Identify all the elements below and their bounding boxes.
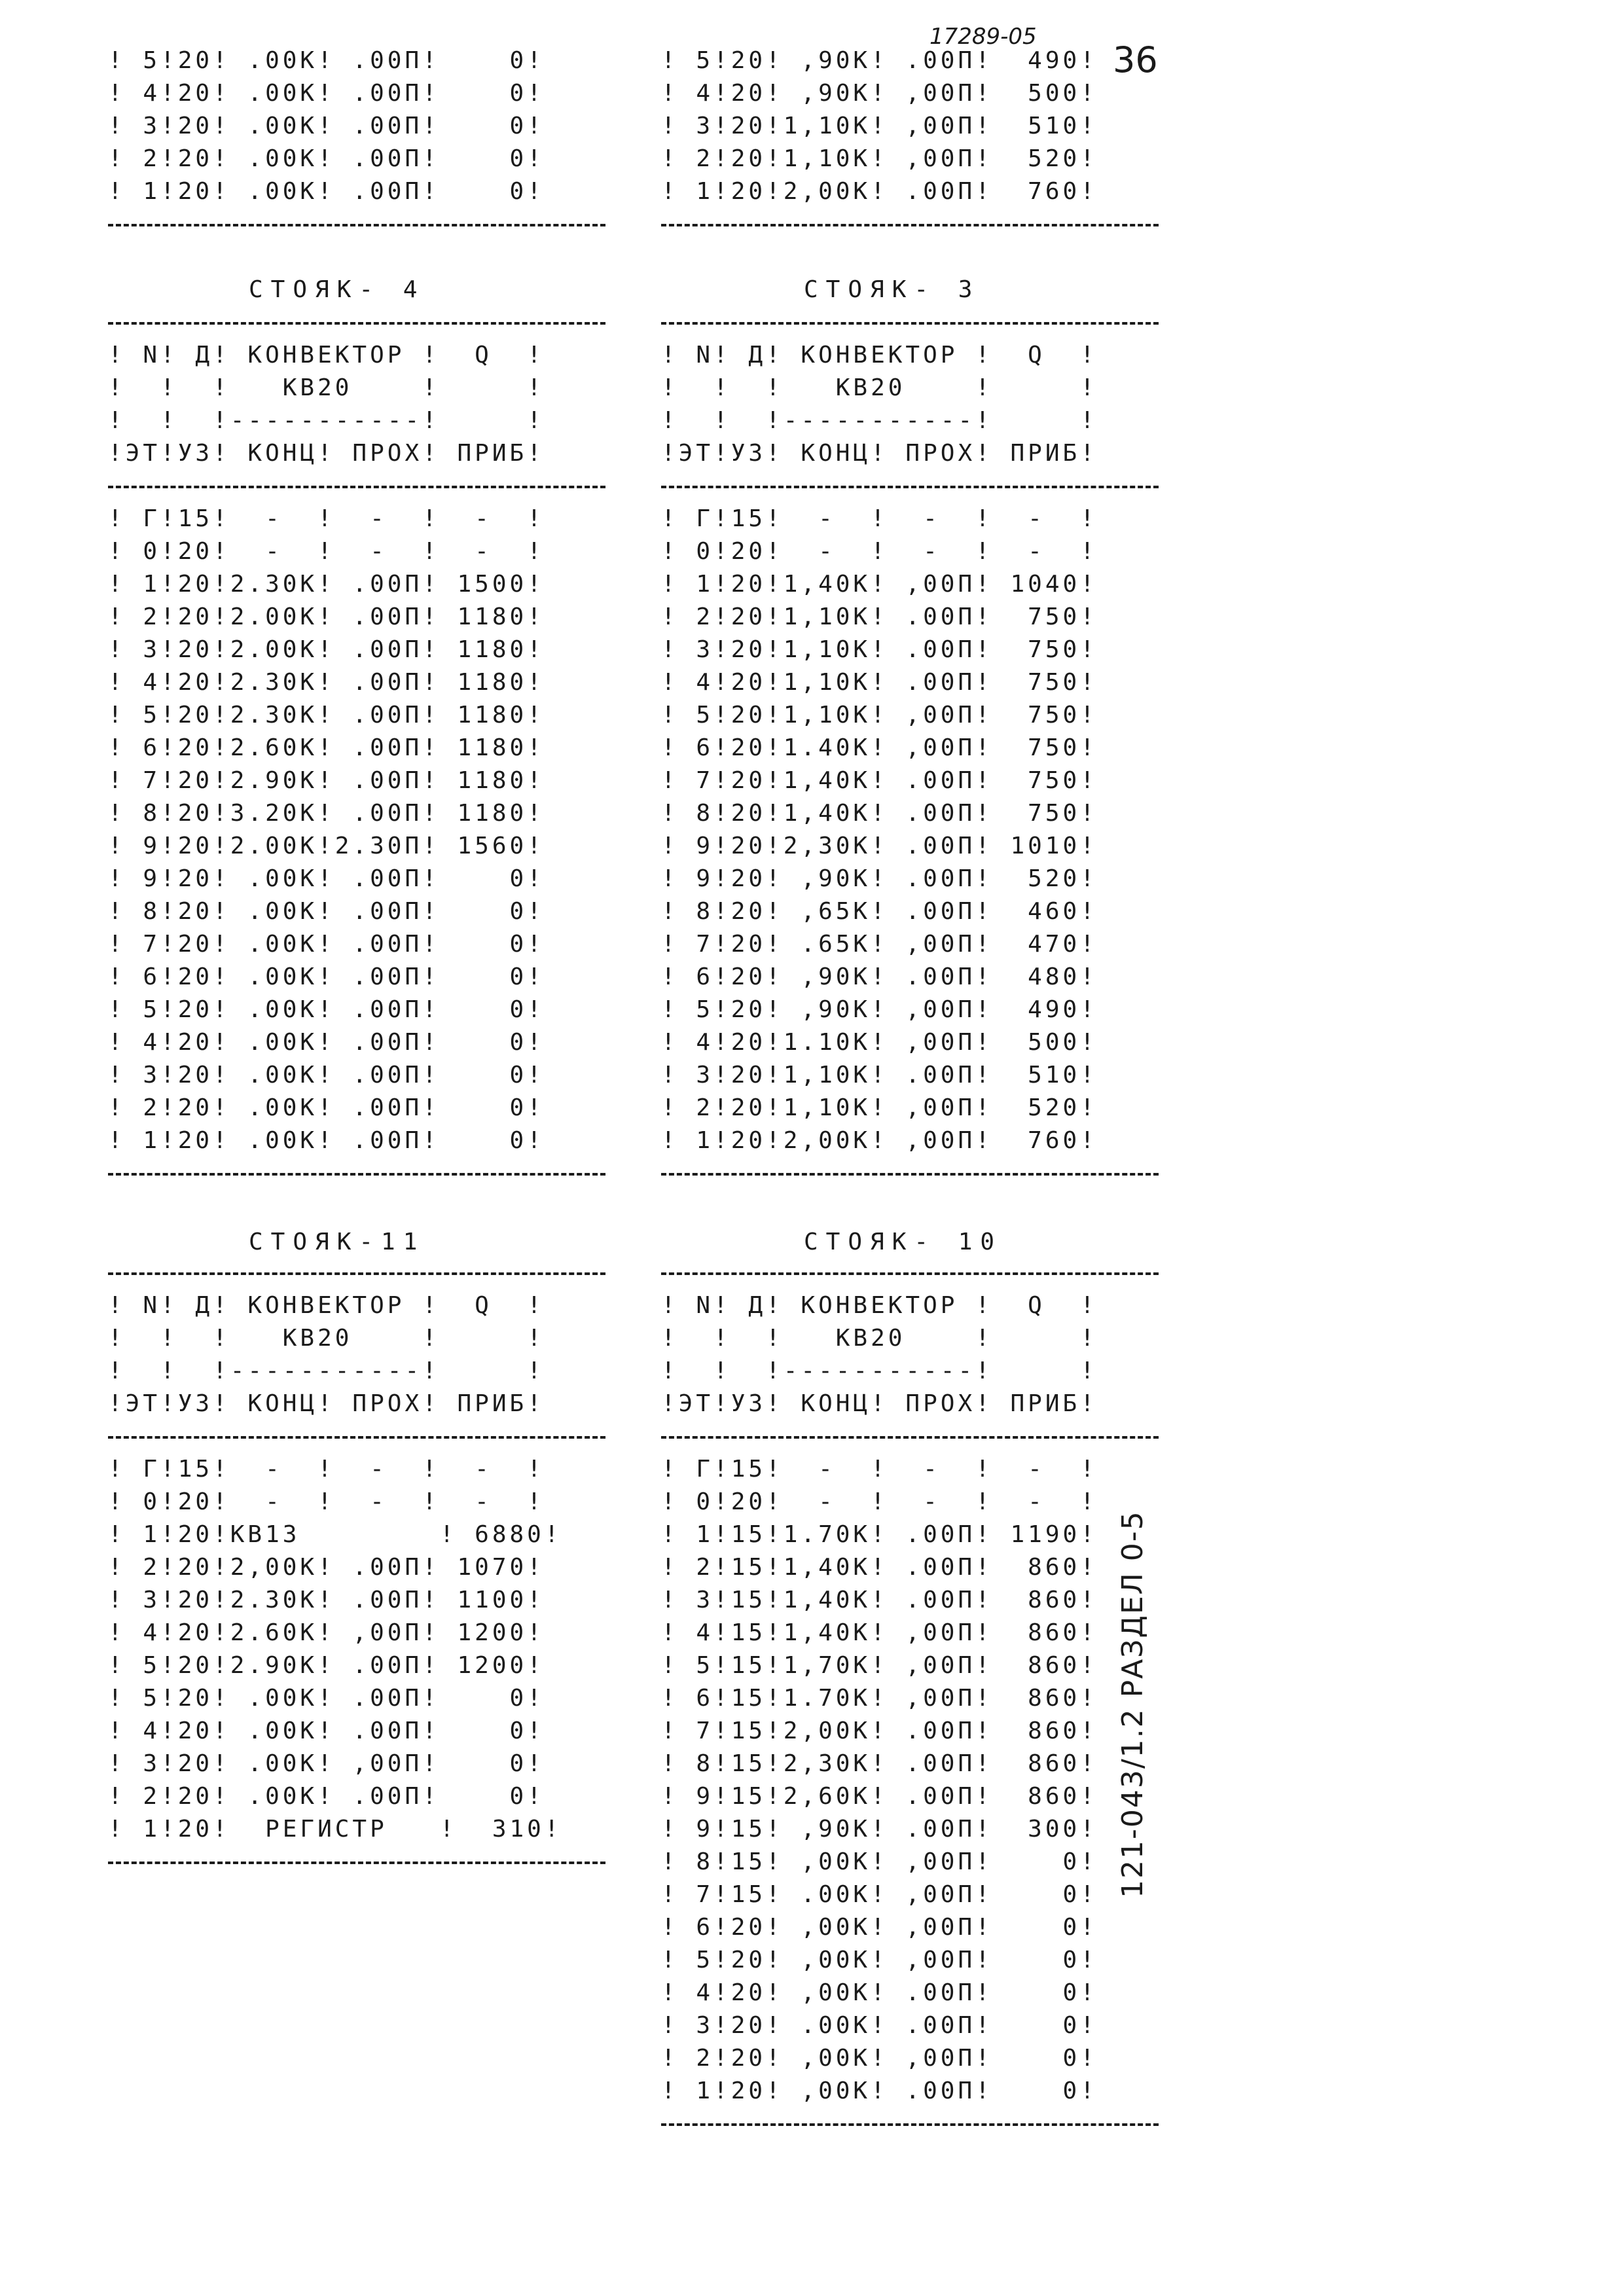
page-number: 36 [1113,39,1158,81]
table-header-row: ! ! !-----------! ! [108,1358,545,1384]
table-row: ! 7!20! .00K! .00П! 0! [108,931,545,958]
table-row: ! 2!20! .00K! .00П! 0! [108,1783,545,1810]
table-row: ! 1!20! ,00K! .00П! 0! [661,2078,1098,2104]
table-row: ! 1!15!1.70K! .00П! 1190! [661,1521,1098,1548]
table-row: ! 3!20! .00K! ,00П! 0! [108,1750,545,1777]
table-row: ! Г!15! - ! - ! - ! [661,505,1098,532]
stoyak-3-table [661,306,1098,1190]
table-row: ! 3!20!1,10K! .00П! 510! [661,1062,1098,1089]
table-row: ! 9!20! ,90K! .00П! 520! [661,865,1098,892]
table-row: ! 3!20!1,10K! ,00П! 510! [661,113,1098,139]
table-row: ! 5!20! .00K! .00П! 0! [108,47,545,74]
table-row: ! 5!20! ,90K! ,00П! 490! [661,996,1098,1023]
table-header-row: !ЭТ!УЗ! КОНЦ! ПРОХ! ПРИБ! [108,1390,545,1417]
table-row: ! 1!20! .00K! .00П! 0! [108,1127,545,1154]
table-row: ! 0!20! - ! - ! - ! [108,538,545,565]
table-row: ! 9!20!2,30K! .00П! 1010! [661,833,1098,859]
top-left-table [108,45,545,241]
table-divider [108,1157,545,1190]
table-row: ! 6!20!1.40K! ,00П! 750! [661,734,1098,761]
table-row: ! 8!20! ,65K! .00П! 460! [661,898,1098,925]
table-row: ! 3!15!1,40K! .00П! 860! [661,1587,1098,1613]
table-row: ! 5!20! ,00K! ,00П! 0! [661,1947,1098,1973]
table-row: ! 5!20!2.30K! .00П! 1180! [108,702,545,729]
table-row: ! 4!15!1,40K! ,00П! 860! [661,1619,1098,1646]
stoyak-4-title: СТОЯК- 4 [249,276,425,303]
side-stamp: 121-043/1.2 РАЗДЕЛ 0-5 [1116,1510,1149,1898]
table-header-row: ! ! !-----------! ! [661,407,1098,434]
table-divider [108,306,545,339]
table-divider [661,470,1098,503]
table-divider [661,2108,1098,2140]
stoyak-11-table [108,1257,562,1879]
table-row: ! 5!20! ,90K! .00П! 490! [661,47,1098,74]
stoyak-10-table [661,1257,1098,2140]
table-divider [661,1420,1098,1453]
table-row: ! 6!20! .00K! .00П! 0! [108,963,545,990]
table-row: ! 3!20!1,10K! .00П! 750! [661,636,1098,663]
table-header-row: ! N! Д! КОНВЕКТОР ! Q ! [661,1292,1098,1319]
table-header-row: ! ! ! КВ20 ! ! [661,1325,1098,1352]
table-row: ! 3!20!2.00K! .00П! 1180! [108,636,545,663]
table-row: ! 2!20!1,10K! .00П! 750! [661,603,1098,630]
table-row: ! 2!20!2,00K! .00П! 1070! [108,1554,545,1581]
table-divider [108,470,545,503]
table-row: ! 5!20!1,10K! ,00П! 750! [661,702,1098,729]
table-row: ! 7!20!2.90K! .00П! 1180! [108,767,545,794]
table-row: ! 6!20!2.60K! .00П! 1180! [108,734,545,761]
table-row: ! 8!20!3.20K! .00П! 1180! [108,800,545,827]
table-row: ! 7!15! .00K! ,00П! 0! [661,1881,1098,1908]
table-row: ! 9!15!2,60K! .00П! 860! [661,1783,1098,1810]
table-divider [661,1257,1098,1289]
table-row: ! 7!20!1,40K! .00П! 750! [661,767,1098,794]
table-row: ! 3!20! .00K! .00П! 0! [661,2012,1098,2039]
table-row: ! 8!20! .00K! .00П! 0! [108,898,545,925]
table-row: ! 3!20!2.30K! .00П! 1100! [108,1587,545,1613]
table-header-row: !ЭТ!УЗ! КОНЦ! ПРОХ! ПРИБ! [661,440,1098,467]
table-row: ! 3!20! .00K! .00П! 0! [108,1062,545,1089]
stoyak-3-title: СТОЯК- 3 [804,276,981,303]
table-row: ! 4!20! .00K! .00П! 0! [108,80,545,107]
table-row: ! Г!15! - ! - ! - ! [108,1456,545,1483]
table-row: ! 1!20!2.30K! .00П! 1500! [108,571,545,598]
table-row: ! 1!20!1,40K! ,00П! 1040! [661,571,1098,598]
table-row: ! 7!15!2,00K! .00П! 860! [661,1718,1098,1744]
table-divider [108,1257,562,1289]
stoyak-10-title: СТОЯК- 10 [804,1229,1003,1255]
table-row: ! 5!15!1,70K! ,00П! 860! [661,1652,1098,1679]
table-row: ! 5!20!2.90K! .00П! 1200! [108,1652,545,1679]
table-header-row: !ЭТ!УЗ! КОНЦ! ПРОХ! ПРИБ! [108,440,545,467]
table-row: ! 2!15!1,40K! .00П! 860! [661,1554,1098,1581]
table-row: ! 4!20!2.30K! .00П! 1180! [108,669,545,696]
top-right-table [661,45,1098,241]
table-row: ! 4!20! .00K! .00П! 0! [108,1718,545,1744]
table-row: ! 8!15!2,30K! .00П! 860! [661,1750,1098,1777]
table-row: ! 1!20!КВ13 ! 6880! [108,1521,562,1548]
table-row: ! 2!20!2.00K! .00П! 1180! [108,603,545,630]
table-header-row: ! N! Д! КОНВЕКТОР ! Q ! [108,342,545,369]
table-header-row: ! ! !-----------! ! [108,407,545,434]
table-row: ! 1!20! РЕГИСТР ! 310! [108,1816,562,1843]
table-row: ! 0!20! - ! - ! - ! [661,538,1098,565]
table-row: ! 4!20! ,90K! ,00П! 500! [661,80,1098,107]
table-row: ! 1!20!2,00K! .00П! 760! [661,178,1098,205]
document-code: 17289-05 [929,24,1037,50]
stoyak-11-title: СТОЯК-11 [249,1229,425,1255]
table-row: ! 4!20!1.10K! ,00П! 500! [661,1029,1098,1056]
table-row: ! 5!20! .00K! .00П! 0! [108,1685,545,1712]
table-row: ! 2!20!1,10K! ,00П! 520! [661,1094,1098,1121]
table-header-row: ! ! ! КВ20 ! ! [108,374,545,401]
table-row: ! 8!15! ,00K! ,00П! 0! [661,1848,1098,1875]
table-divider [108,208,545,241]
stoyak-4-table [108,306,545,1190]
table-row: ! 6!20! ,00K! ,00П! 0! [661,1914,1098,1941]
table-divider [108,1420,562,1453]
table-row: ! 4!20!1,10K! .00П! 750! [661,669,1098,696]
table-row: ! 9!20! .00K! .00П! 0! [108,865,545,892]
table-row: ! 2!20! ,00K! ,00П! 0! [661,2045,1098,2072]
table-divider [661,306,1098,339]
table-row: ! 0!20! - ! - ! - ! [661,1488,1098,1515]
table-row: ! 4!20! .00K! .00П! 0! [108,1029,545,1056]
table-row: ! 2!20!1,10K! ,00П! 520! [661,145,1098,172]
table-row: ! 3!20! .00K! .00П! 0! [108,113,545,139]
table-header-row: !ЭТ!УЗ! КОНЦ! ПРОХ! ПРИБ! [661,1390,1098,1417]
table-row: ! 9!15! ,90K! .00П! 300! [661,1816,1098,1843]
table-row: ! 6!15!1.70K! ,00П! 860! [661,1685,1098,1712]
table-row: ! 8!20!1,40K! .00П! 750! [661,800,1098,827]
table-header-row: ! ! ! КВ20 ! ! [108,1325,545,1352]
table-divider [108,1846,562,1879]
table-header-row: ! ! !-----------! ! [661,1358,1098,1384]
table-row: ! 0!20! - ! - ! - ! [108,1488,545,1515]
table-divider [661,1157,1098,1190]
table-header-row: ! N! Д! КОНВЕКТОР ! Q ! [661,342,1098,369]
table-row: ! Г!15! - ! - ! - ! [108,505,545,532]
table-row: ! 2!20! .00K! .00П! 0! [108,145,545,172]
table-row: ! 9!20!2.00K!2.30П! 1560! [108,833,545,859]
table-row: ! 2!20! .00K! .00П! 0! [108,1094,545,1121]
table-row: ! 4!20! ,00K! .00П! 0! [661,1979,1098,2006]
table-row: ! 4!20!2.60K! ,00П! 1200! [108,1619,545,1646]
table-row: ! 1!20!2,00K! ,00П! 760! [661,1127,1098,1154]
table-row: ! 6!20! ,90K! .00П! 480! [661,963,1098,990]
table-row: ! 5!20! .00K! .00П! 0! [108,996,545,1023]
table-header-row: ! ! ! КВ20 ! ! [661,374,1098,401]
table-header-row: ! N! Д! КОНВЕКТОР ! Q ! [108,1292,545,1319]
table-row: ! Г!15! - ! - ! - ! [661,1456,1098,1483]
table-divider [661,208,1098,241]
table-row: ! 7!20! .65K! ,00П! 470! [661,931,1098,958]
table-row: ! 1!20! .00K! .00П! 0! [108,178,545,205]
